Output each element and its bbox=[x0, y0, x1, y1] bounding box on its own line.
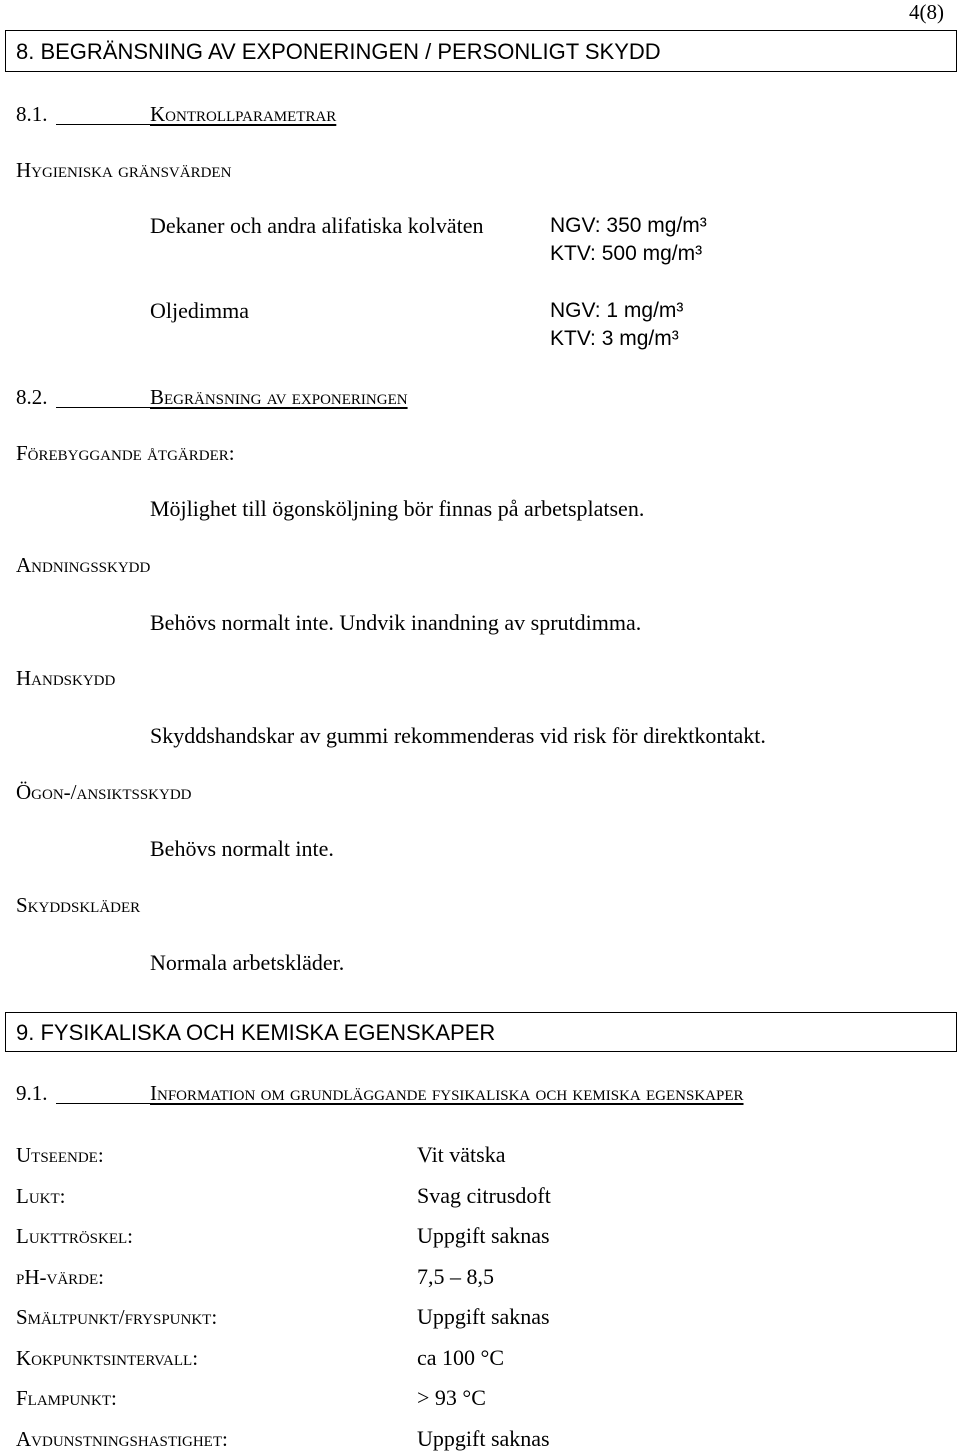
property-value: Vit vätska bbox=[417, 1142, 506, 1167]
subsection-9-1-number: 9.1. bbox=[16, 1081, 48, 1105]
section-8-header bbox=[5, 30, 957, 72]
property-value: 7,5 – 8,5 bbox=[417, 1264, 494, 1289]
property-label: pH-värde: bbox=[16, 1265, 105, 1289]
property-value: Uppgift saknas bbox=[417, 1223, 550, 1248]
respiratory-protection-label: Andningsskydd bbox=[16, 553, 151, 577]
hand-protection-label: Handskydd bbox=[16, 666, 116, 690]
subsection-9-1-title: Information om grundläggande fysikaliska och kemiska egenskaper bbox=[150, 1081, 744, 1105]
substance-1-name: Dekaner och andra alifatiska kolväten bbox=[150, 213, 484, 238]
substance-2-name: Oljedimma bbox=[150, 298, 249, 323]
section-8-title: 8. BEGRÄNSNING AV EXPONERINGEN / PERSONLIGT SKYDD bbox=[16, 39, 661, 64]
subsection-8-1-title: Kontrollparametrar bbox=[150, 102, 337, 126]
preventive-measures-text: Möjlighet till ögonsköljning bör finnas på arbetsplatsen. bbox=[150, 496, 645, 521]
hand-protection-text: Skyddshandskar av gummi rekommenderas vid risk för direktkontakt. bbox=[150, 723, 766, 748]
property-value: Uppgift saknas bbox=[417, 1426, 550, 1451]
eye-protection-label: Ögon-/ansiktsskydd bbox=[16, 780, 192, 804]
subsection-8-2-underline-lead bbox=[56, 407, 150, 408]
property-label: Lukt: bbox=[16, 1184, 66, 1208]
substance-2-ngv: NGV: 1 mg/m³ bbox=[550, 299, 684, 322]
section-9-header bbox=[5, 1012, 957, 1052]
property-label: Kokpunktsintervall: bbox=[16, 1346, 199, 1370]
subsection-9-1-underline-lead bbox=[56, 1103, 150, 1104]
subsection-8-1-number: 8.1. bbox=[16, 102, 48, 126]
property-value: Svag citrusdoft bbox=[417, 1183, 551, 1208]
subsection-8-2-number: 8.2. bbox=[16, 385, 48, 409]
eye-protection-text: Behövs normalt inte. bbox=[150, 836, 334, 861]
property-label: Lukttröskel: bbox=[16, 1224, 133, 1248]
substance-2-ktv: KTV: 3 mg/m³ bbox=[550, 327, 679, 350]
protective-clothing-text: Normala arbetskläder. bbox=[150, 950, 345, 975]
property-value: Uppgift saknas bbox=[417, 1304, 550, 1329]
subsection-8-1-underline-lead bbox=[56, 124, 150, 125]
property-label: Smältpunkt/fryspunkt: bbox=[16, 1305, 218, 1329]
preventive-measures-label: Förebyggande åtgärder: bbox=[16, 441, 235, 465]
substance-1-ktv: KTV: 500 mg/m³ bbox=[550, 242, 703, 265]
property-label: Utseende: bbox=[16, 1143, 104, 1167]
respiratory-protection-text: Behövs normalt inte. Undvik inandning av sprutdimma. bbox=[150, 610, 642, 635]
protective-clothing-label: Skyddskläder bbox=[16, 893, 141, 917]
subsection-8-2-title: Begränsning av exponeringen bbox=[150, 385, 408, 409]
property-value: ca 100 °C bbox=[417, 1345, 505, 1370]
property-label: Flampunkt: bbox=[16, 1386, 117, 1410]
page-number: 4(8) bbox=[909, 0, 944, 24]
section-9-title: 9. FYSIKALISKA OCH KEMISKA EGENSKAPER bbox=[16, 1020, 496, 1045]
substance-1-ngv: NGV: 350 mg/m³ bbox=[550, 214, 707, 237]
hygiene-limits-label: Hygieniska gränsvärden bbox=[16, 158, 232, 182]
property-value: > 93 °C bbox=[417, 1385, 486, 1410]
property-label: Avdunstningshastighet: bbox=[16, 1427, 228, 1451]
